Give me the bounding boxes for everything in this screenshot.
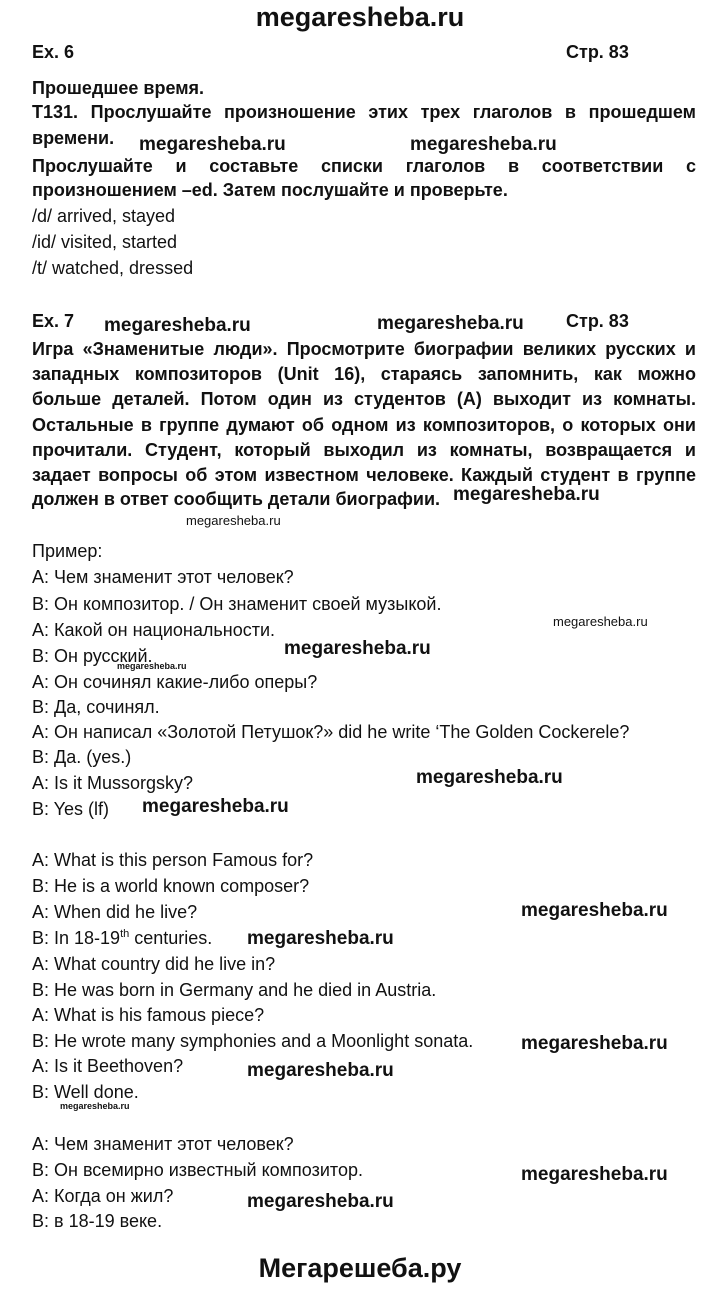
dialog1-line: A: Он написал «Золотой Петушок?» did he write ‘The Golden Cockerele? — [32, 722, 630, 742]
ex6-answer-1: /d/ arrived, stayed — [32, 206, 176, 226]
watermark: megaresheba.ru — [104, 315, 251, 336]
ex7-task-line2: западных композиторов (Unit 16), стараясь запомнить, как можно — [32, 364, 696, 384]
dialog2-line4-post: centuries. — [129, 928, 213, 948]
dialog2-line: A: What is this person Famous for? — [32, 850, 314, 870]
dialog2-line: A: What country did he live in? — [32, 954, 276, 974]
dialog2-line4-sup: th — [120, 928, 130, 940]
watermark: megaresheba.ru — [186, 513, 281, 528]
ex7-task-line6: задает вопросы об этом известном человеке. Каждый студент в группе — [32, 465, 696, 485]
dialog2-line4-pre: B: In 18-19 — [32, 928, 121, 948]
watermark: megaresheba.ru — [521, 1033, 668, 1054]
dialog2-line: A: Is it Beethoven? — [32, 1056, 184, 1076]
watermark: megaresheba.ru — [521, 900, 668, 921]
dialog2-line: A: When did he live? — [32, 902, 198, 922]
dialog1-line: B: Он композитор. / Он знаменит своей музыкой. — [32, 594, 442, 614]
watermark: megaresheba.ru — [142, 796, 289, 817]
ex6-label: Ex. 6 — [32, 42, 75, 62]
dialog3-line: B: в 18-19 веке. — [32, 1211, 163, 1231]
watermark: megaresheba.ru — [553, 614, 648, 629]
ex7-task-last: должен в ответ сообщить детали биографии. — [32, 489, 441, 509]
watermark: megaresheba.ru — [410, 134, 557, 155]
dialog2-line: B: He was born in Germany and he died in Austria. — [32, 980, 437, 1000]
ex7-task-line3: больше деталей. Потом один из студентов (А) выходит из комнаты. — [32, 389, 696, 409]
ex6-page: Стр. 83 — [566, 42, 629, 62]
ex7-task-line4: Остальные в группе думают об одном из композиторов, о которых они — [32, 415, 696, 435]
dialog1-line: B: Да. (yes.) — [32, 747, 132, 767]
dialog2-line: A: What is his famous piece? — [32, 1005, 265, 1025]
ex6-heading: Прошедшее время. — [32, 78, 205, 98]
watermark: megaresheba.ru — [284, 638, 431, 659]
ex7-label: Ex. 7 — [32, 311, 75, 331]
ex7-page: Стр. 83 — [566, 311, 629, 331]
dialog1-line: A: Чем знаменит этот человек? — [32, 567, 294, 587]
dialog2-line: B: He is a world known composer? — [32, 876, 310, 896]
dialog2-line: B: He wrote many symphonies and a Moonlight sonata. — [32, 1031, 474, 1051]
dialog1-line: A: Is it Mussorgsky? — [32, 773, 194, 793]
dialog1-line: B: Да, сочинял. — [32, 697, 160, 717]
watermark: megaresheba.ru — [521, 1164, 668, 1185]
dialog3-line: B: Он всемирно известный композитор. — [32, 1160, 363, 1180]
watermark: megaresheba.ru — [139, 134, 286, 155]
dialog1-line: B: Он русский. — [32, 646, 153, 666]
example-label: Пример: — [32, 541, 103, 561]
dialog2-line: B: Well done. — [32, 1082, 139, 1102]
dialog1-line: B: Yes (lf) — [32, 799, 110, 819]
watermark: megaresheba.ru — [60, 1101, 130, 1111]
ex7-task-line5: прочитали. Студент, который выходил из комнаты, возвращается и — [32, 440, 696, 460]
dialog3-line: A: Когда он жил? — [32, 1186, 174, 1206]
ex6-task-line1: T131. Прослушайте произношение этих трех глаголов в прошедшем — [32, 102, 696, 122]
ex7-task-line1: Игра «Знаменитые люди». Просмотрите биографии великих русских и — [32, 339, 696, 359]
ex6-task2-line1: Прослушайте и составьте списки глаголов в соответствии с — [32, 156, 696, 176]
dialog2-line-centuries — [32, 928, 212, 949]
dialog1-line: A: Он сочинял какие-либо оперы? — [32, 672, 318, 692]
site-footer: Мегарешеба.ру — [258, 1253, 462, 1283]
ex6-task2-line2: произношением –ed. Затем послушайте и проверьте. — [32, 180, 508, 200]
dialog1-line: A: Какой он национальности. — [32, 620, 276, 640]
watermark: megaresheba.ru — [377, 313, 524, 334]
ex6-answer-3: /t/ watched, dressed — [32, 258, 194, 278]
ex6-task-line2: времени. — [32, 128, 115, 148]
ex6-answer-2: /id/ visited, started — [32, 232, 178, 252]
watermark: megaresheba.ru — [416, 767, 563, 788]
watermark: megaresheba.ru — [247, 928, 394, 949]
dialog3-line: A: Чем знаменит этот человек? — [32, 1134, 294, 1154]
watermark: megaresheba.ru — [117, 661, 187, 671]
watermark: megaresheba.ru — [247, 1191, 394, 1212]
site-header: megaresheba.ru — [255, 2, 465, 32]
watermark: megaresheba.ru — [453, 484, 600, 505]
watermark: megaresheba.ru — [247, 1060, 394, 1081]
